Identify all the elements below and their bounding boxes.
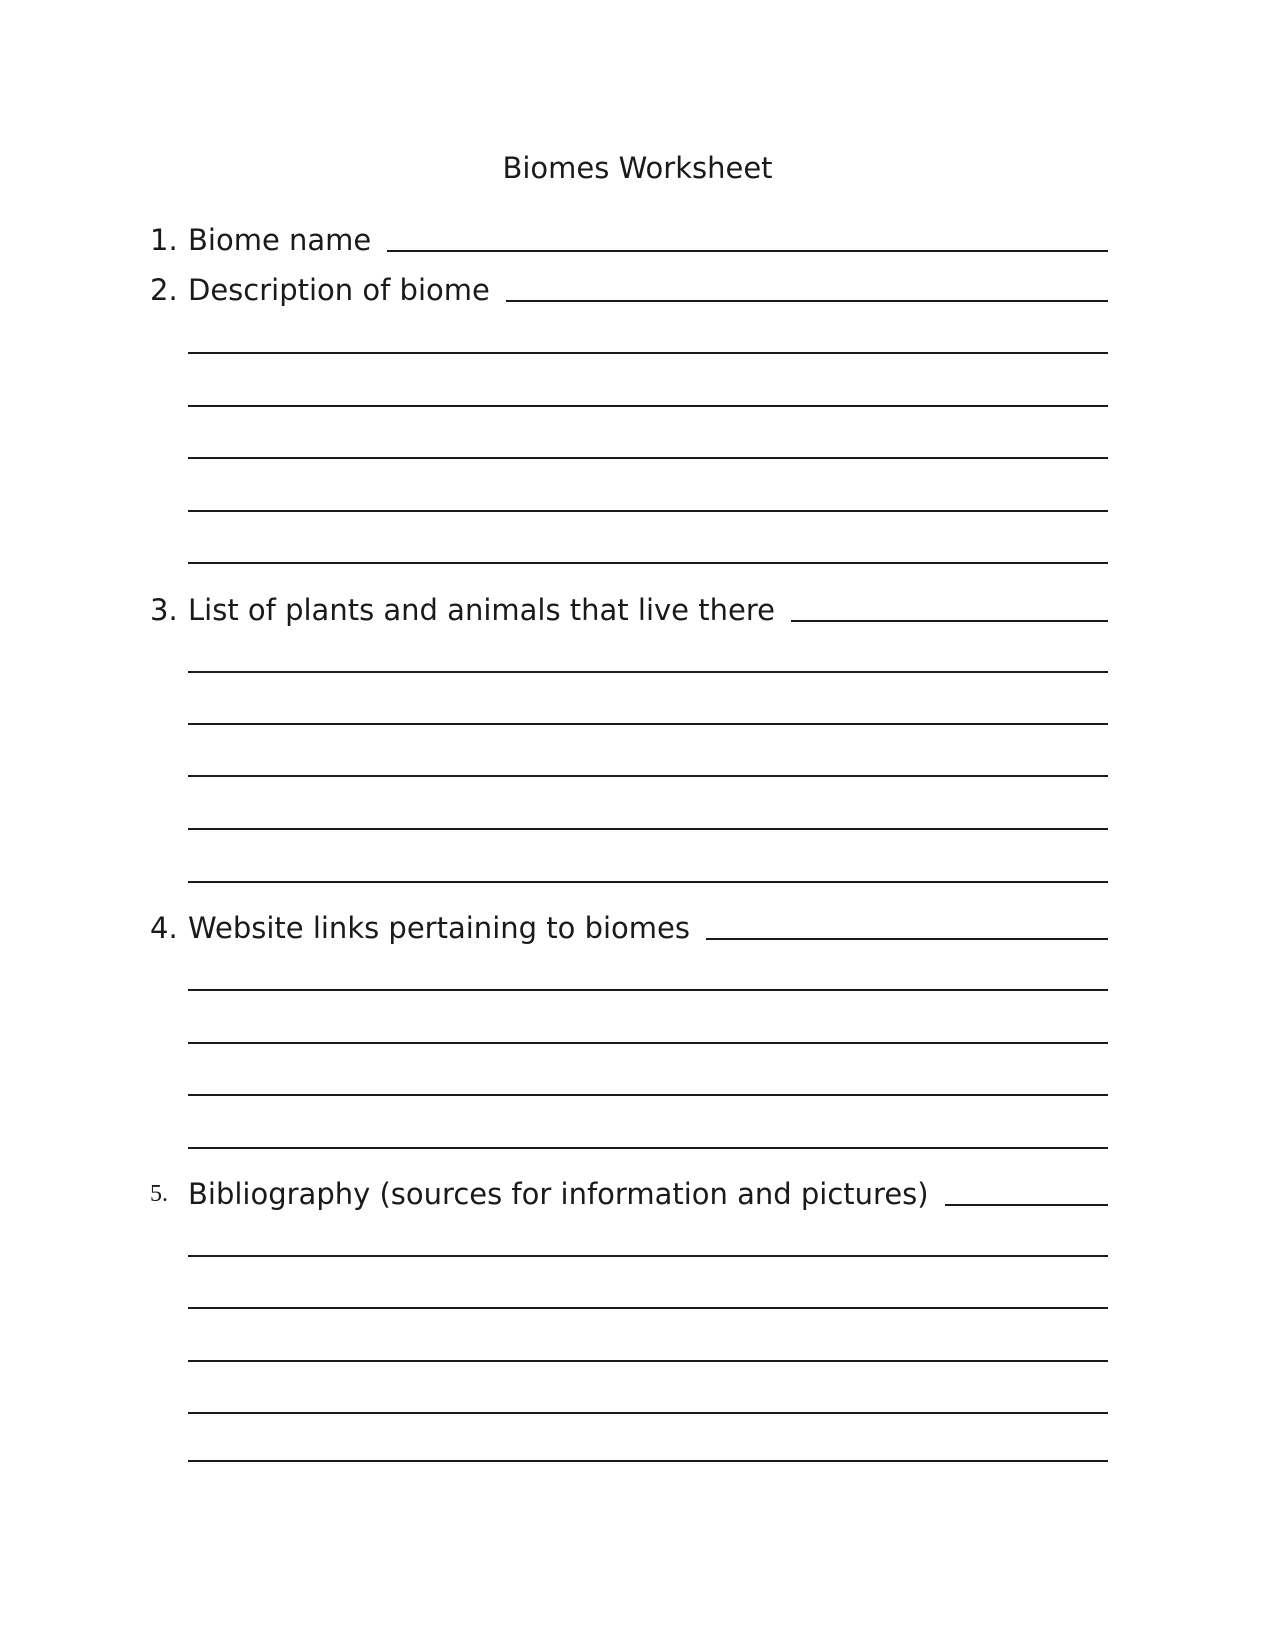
question-label: Website links pertaining to biomes (188, 911, 690, 945)
answer-line[interactable] (188, 562, 1108, 564)
answer-line[interactable] (188, 1147, 1108, 1149)
answer-line[interactable] (188, 1094, 1108, 1096)
answer-line[interactable] (791, 620, 1108, 622)
worksheet-title: Biomes Worksheet (502, 151, 773, 185)
answer-line[interactable] (188, 1412, 1108, 1414)
answer-line[interactable] (188, 510, 1108, 512)
answer-line[interactable] (188, 457, 1108, 459)
question-number: 1. (150, 223, 178, 257)
question-number: 4. (150, 911, 178, 945)
answer-line[interactable] (188, 671, 1108, 673)
question-2 (150, 268, 1108, 308)
question-4 (150, 906, 1108, 946)
answer-line[interactable] (387, 250, 1108, 252)
question-number: 5. (150, 1181, 168, 1207)
answer-line[interactable] (506, 300, 1108, 302)
answer-line[interactable] (188, 828, 1108, 830)
question-number: 2. (150, 273, 178, 307)
answer-line[interactable] (188, 1042, 1108, 1044)
answer-line[interactable] (188, 1307, 1108, 1309)
answer-line[interactable] (188, 881, 1108, 883)
question-3 (150, 588, 1108, 628)
answer-line[interactable] (945, 1204, 1108, 1206)
question-label: Description of biome (188, 273, 490, 307)
question-label: Bibliography (sources for information and pictures) (188, 1177, 929, 1211)
question-label: List of plants and animals that live there (188, 593, 775, 627)
answer-line[interactable] (188, 1360, 1108, 1362)
answer-line[interactable] (188, 775, 1108, 777)
answer-line[interactable] (188, 1255, 1108, 1257)
question-number: 3. (150, 593, 178, 627)
question-1 (150, 218, 1108, 258)
answer-line[interactable] (188, 405, 1108, 407)
answer-line[interactable] (188, 989, 1108, 991)
answer-line[interactable] (188, 352, 1108, 354)
answer-line[interactable] (188, 723, 1108, 725)
answer-line[interactable] (706, 938, 1108, 940)
answer-line[interactable] (188, 1460, 1108, 1462)
question-5 (150, 1172, 1108, 1212)
question-label: Biome name (188, 223, 372, 257)
